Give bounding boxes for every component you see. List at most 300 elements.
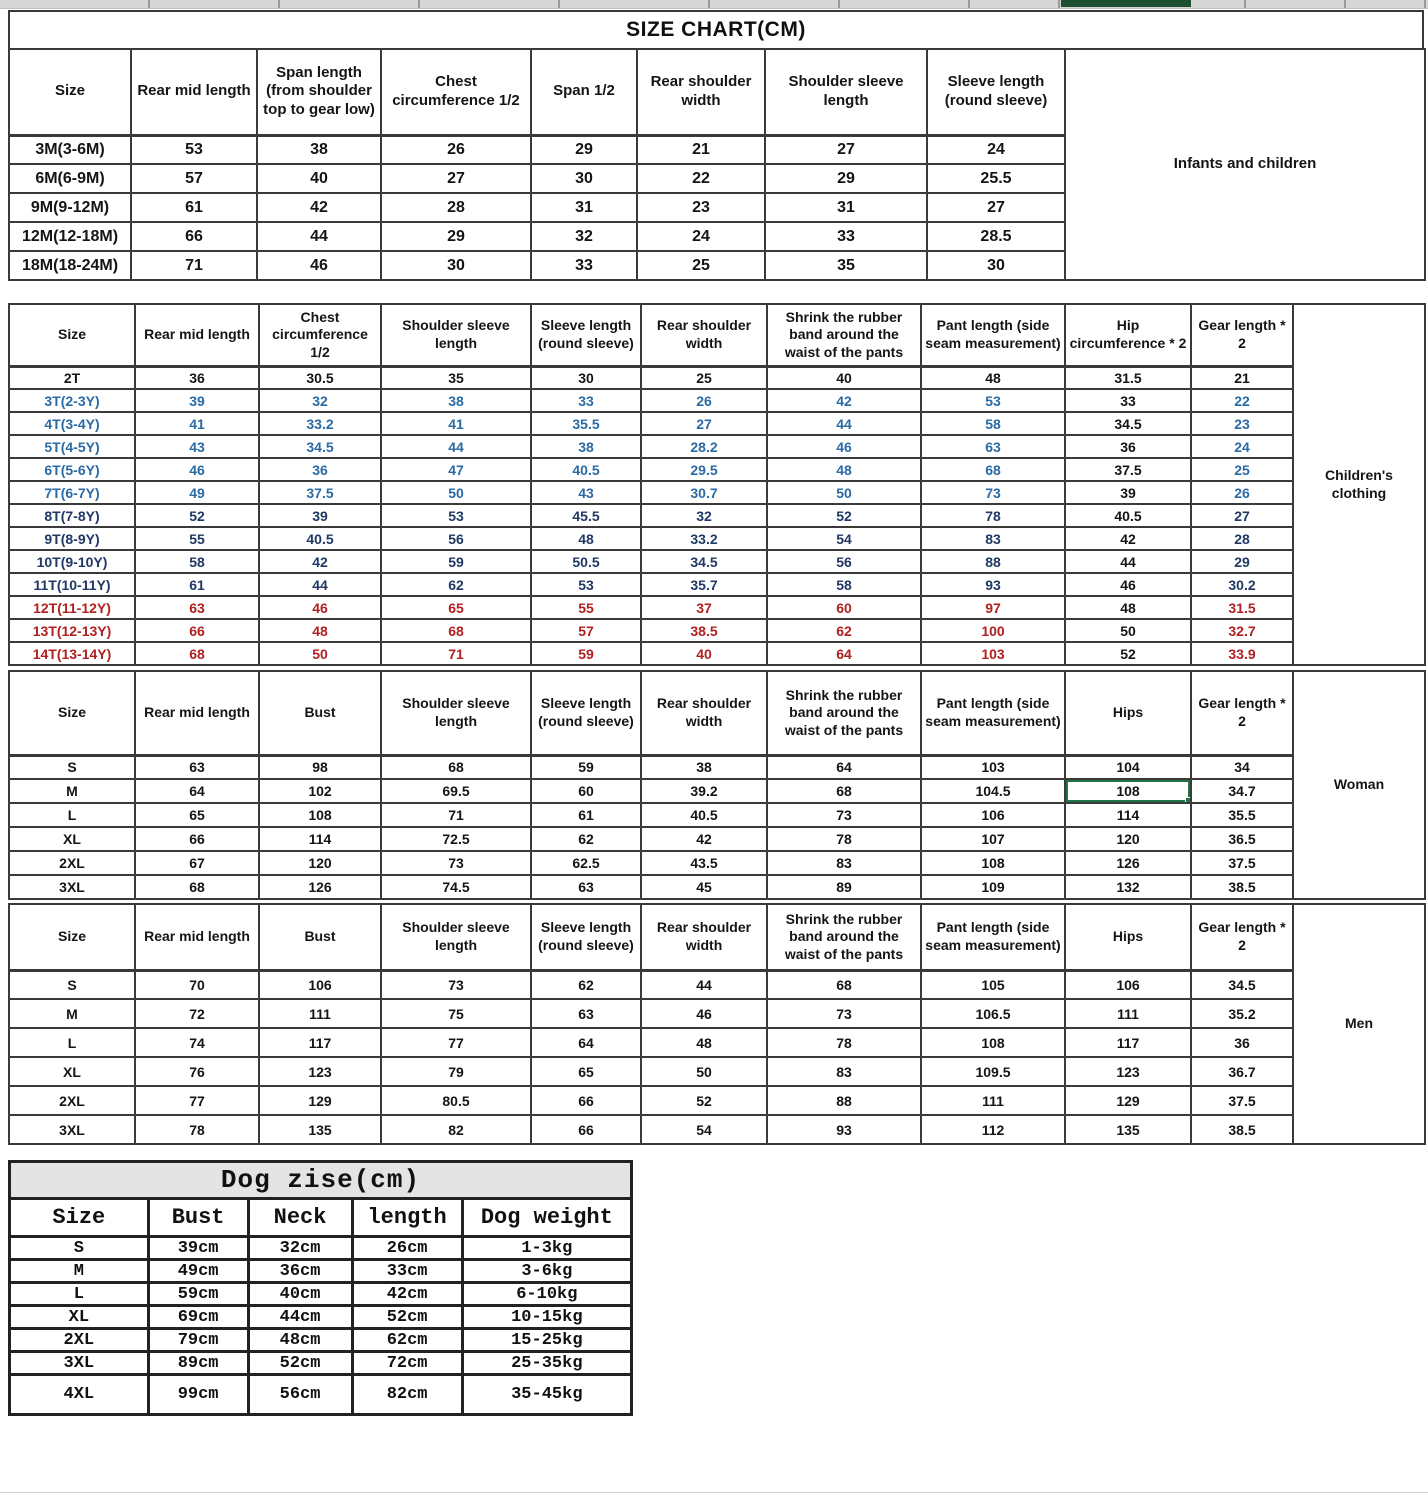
table-cell: 123: [259, 1057, 381, 1086]
table-cell: 23: [1191, 412, 1293, 435]
table-cell: 89: [767, 875, 921, 899]
table-cell: 98: [259, 755, 381, 779]
table-cell: 27: [1191, 504, 1293, 527]
column-header: Hip circumference * 2: [1065, 304, 1191, 366]
table-cell: M: [9, 999, 135, 1028]
table-cell: 33.9: [1191, 642, 1293, 665]
table-cell: 38: [531, 435, 641, 458]
dog-table-title: Dog zise(cm): [10, 1162, 632, 1199]
table-row: [10, 1329, 632, 1352]
table-cell: 39cm: [148, 1237, 248, 1260]
table-cell: 103: [921, 755, 1065, 779]
table-cell: 5T(4-5Y): [9, 435, 135, 458]
table-cell: 39: [1065, 481, 1191, 504]
table-cell: 132: [1065, 875, 1191, 899]
table-cell: 33: [1065, 389, 1191, 412]
table-cell: 53: [381, 504, 531, 527]
table-cell: 52: [135, 504, 259, 527]
table-cell: 6M(6-9M): [9, 164, 131, 193]
table-cell: 3T(2-3Y): [9, 389, 135, 412]
table-cell: 31.5: [1065, 366, 1191, 389]
table-cell: 82: [381, 1115, 531, 1144]
table-cell: 65: [135, 803, 259, 827]
table-cell: 104.5: [921, 779, 1065, 803]
column-header: Shoulder sleeve length: [765, 49, 927, 135]
table-cell: 62: [531, 970, 641, 999]
column-header: Shrink the rubber band around the waist of the pants: [767, 304, 921, 366]
table-cell: 54: [641, 1115, 767, 1144]
table-cell: 65: [531, 1057, 641, 1086]
table-row: [9, 458, 1425, 481]
table-cell: 64: [135, 779, 259, 803]
table-cell: L: [9, 1028, 135, 1057]
table-row: [10, 1260, 632, 1283]
table-cell: 71: [131, 251, 257, 280]
table-cell: 34.7: [1191, 779, 1293, 803]
table-cell: 80.5: [381, 1086, 531, 1115]
table-cell: 39.2: [641, 779, 767, 803]
table-cell: 21: [1191, 366, 1293, 389]
column-tick: [1058, 0, 1060, 8]
column-header: Gear length * 2: [1191, 904, 1293, 970]
table-cell: 63: [531, 999, 641, 1028]
table-cell: 44: [641, 970, 767, 999]
column-header: Neck: [248, 1199, 352, 1237]
selected-cell: 108: [1065, 779, 1191, 803]
table-cell: S: [9, 755, 135, 779]
table-cell: 28.2: [641, 435, 767, 458]
table-row: [9, 999, 1425, 1028]
table-cell: 35: [765, 251, 927, 280]
table-row: [10, 1306, 632, 1329]
table-cell: 109: [921, 875, 1065, 899]
table-cell: 48: [641, 1028, 767, 1057]
table-cell: 10-15kg: [462, 1306, 631, 1329]
table-cell: 50: [641, 1057, 767, 1086]
table-cell: 83: [767, 851, 921, 875]
table-cell: 7T(6-7Y): [9, 481, 135, 504]
table-cell: 44: [767, 412, 921, 435]
table-cell: 108: [259, 803, 381, 827]
table-cell: 58: [767, 573, 921, 596]
table-cell: 54: [767, 527, 921, 550]
table-cell: 4XL: [10, 1375, 149, 1415]
table-cell: 75: [381, 999, 531, 1028]
column-tick: [1244, 0, 1246, 8]
table-cell: 50: [767, 481, 921, 504]
side-label: Men: [1293, 904, 1425, 1144]
table-cell: 59: [381, 550, 531, 573]
table-cell: 69cm: [148, 1306, 248, 1329]
table-cell: 6-10kg: [462, 1283, 631, 1306]
dog-size-table: [8, 1160, 633, 1416]
table-cell: 93: [767, 1115, 921, 1144]
table-row: [9, 619, 1425, 642]
table-cell: 27: [765, 135, 927, 164]
column-tick: [968, 0, 970, 8]
table-cell: 50: [381, 481, 531, 504]
table-row: [9, 827, 1425, 851]
table-cell: 36: [1191, 1028, 1293, 1057]
table-cell: 72.5: [381, 827, 531, 851]
table-cell: 129: [259, 1086, 381, 1115]
table-cell: 83: [767, 1057, 921, 1086]
table-cell: 13T(12-13Y): [9, 619, 135, 642]
column-header: Bust: [259, 904, 381, 970]
table-cell: 46: [259, 596, 381, 619]
table-cell: 68: [381, 755, 531, 779]
table-cell: 64: [767, 755, 921, 779]
table-cell: 30.7: [641, 481, 767, 504]
table-cell: 38: [641, 755, 767, 779]
column-tick: [1424, 0, 1426, 8]
table-cell: 12M(12-18M): [9, 222, 131, 251]
table-cell: 29: [1191, 550, 1293, 573]
table-cell: 4T(3-4Y): [9, 412, 135, 435]
table-cell: 27: [927, 193, 1065, 222]
table-cell: 18M(18-24M): [9, 251, 131, 280]
table-cell: 2XL: [9, 851, 135, 875]
table-cell: 68: [767, 970, 921, 999]
column-header: Pant length (side seam measurement): [921, 671, 1065, 755]
column-header: Pant length (side seam measurement): [921, 904, 1065, 970]
table-cell: 68: [135, 642, 259, 665]
table-cell: 42cm: [352, 1283, 462, 1306]
column-header: Size: [9, 49, 131, 135]
table-cell: 55: [531, 596, 641, 619]
table-cell: 35.5: [1191, 803, 1293, 827]
table-cell: 58: [921, 412, 1065, 435]
table-cell: 41: [381, 412, 531, 435]
table-cell: 25: [637, 251, 765, 280]
table-cell: 14T(13-14Y): [9, 642, 135, 665]
column-header: Shoulder sleeve length: [381, 904, 531, 970]
table-cell: 31: [765, 193, 927, 222]
table-cell: 26cm: [352, 1237, 462, 1260]
table-cell: M: [10, 1260, 149, 1283]
header-row: [9, 904, 1425, 970]
children-table: [8, 303, 1426, 666]
table-cell: 40: [767, 366, 921, 389]
table-cell: 38.5: [1191, 875, 1293, 899]
column-header: Gear length * 2: [1191, 671, 1293, 755]
table-cell: 106: [259, 970, 381, 999]
table-cell: 40.5: [641, 803, 767, 827]
table-cell: 43: [531, 481, 641, 504]
table-cell: 114: [259, 827, 381, 851]
table-cell: 68: [135, 875, 259, 899]
table-row: [9, 550, 1425, 573]
table-cell: 68: [921, 458, 1065, 481]
table-cell: 53: [131, 135, 257, 164]
table-cell: 29: [531, 135, 637, 164]
table-row: [9, 1028, 1425, 1057]
table-cell: 33: [531, 251, 637, 280]
table-row: [9, 779, 1425, 803]
table-cell: 36.5: [1191, 827, 1293, 851]
table-cell: 120: [1065, 827, 1191, 851]
infants-table: [8, 48, 1426, 281]
column-header: Sleeve length (round sleeve): [927, 49, 1065, 135]
table-cell: 32: [641, 504, 767, 527]
table-cell: 25-35kg: [462, 1352, 631, 1375]
column-header: Shoulder sleeve length: [381, 671, 531, 755]
table-cell: 73: [921, 481, 1065, 504]
page-title: SIZE CHART(CM): [8, 10, 1424, 48]
table-cell: 123: [1065, 1057, 1191, 1086]
table-row: [9, 1057, 1425, 1086]
column-tick: [418, 0, 420, 8]
table-cell: 33cm: [352, 1260, 462, 1283]
table-cell: 126: [1065, 851, 1191, 875]
table-cell: 63: [135, 596, 259, 619]
table-cell: 38.5: [641, 619, 767, 642]
infants-size-table-host: [8, 48, 1424, 281]
table-cell: 67: [135, 851, 259, 875]
table-cell: 25.5: [927, 164, 1065, 193]
table-cell: 57: [531, 619, 641, 642]
table-row: [9, 527, 1425, 550]
table-cell: 42: [1065, 527, 1191, 550]
table-cell: 6T(5-6Y): [9, 458, 135, 481]
column-header: Size: [9, 904, 135, 970]
table-cell: 37.5: [1065, 458, 1191, 481]
table-cell: 2XL: [10, 1329, 149, 1352]
woman-table: [8, 670, 1426, 900]
table-cell: 26: [1191, 481, 1293, 504]
table-cell: 62cm: [352, 1329, 462, 1352]
table-cell: 97: [921, 596, 1065, 619]
table-cell: 46: [135, 458, 259, 481]
column-header: Shoulder sleeve length: [381, 304, 531, 366]
table-row: [10, 1352, 632, 1375]
table-cell: 3XL: [9, 1115, 135, 1144]
table-cell: 66: [135, 827, 259, 851]
table-cell: L: [10, 1283, 149, 1306]
table-cell: 9T(8-9Y): [9, 527, 135, 550]
table-cell: 78: [767, 827, 921, 851]
table-cell: 111: [1065, 999, 1191, 1028]
table-cell: 33.2: [641, 527, 767, 550]
table-row: [10, 1283, 632, 1306]
table-cell: 42: [257, 193, 381, 222]
table-cell: 107: [921, 827, 1065, 851]
table-cell: 37.5: [1191, 851, 1293, 875]
table-row: [9, 366, 1425, 389]
table-cell: 30.5: [259, 366, 381, 389]
table-cell: 36: [135, 366, 259, 389]
table-cell: 2XL: [9, 1086, 135, 1115]
table-cell: 79cm: [148, 1329, 248, 1352]
table-cell: 50.5: [531, 550, 641, 573]
table-cell: 73: [381, 970, 531, 999]
column-header: Hips: [1065, 671, 1191, 755]
children-size-table-host: [8, 303, 1424, 666]
table-cell: 27: [641, 412, 767, 435]
table-cell: 25: [1191, 458, 1293, 481]
table-cell: 24: [1191, 435, 1293, 458]
table-cell: 56: [767, 550, 921, 573]
table-cell: 48cm: [248, 1329, 352, 1352]
column-header: Size: [9, 304, 135, 366]
table-row: [9, 481, 1425, 504]
table-cell: 29.5: [641, 458, 767, 481]
table-cell: 60: [767, 596, 921, 619]
column-header: Shrink the rubber band around the waist of the pants: [767, 671, 921, 755]
table-cell: 105: [921, 970, 1065, 999]
column-header: Sleeve length (round sleeve): [531, 304, 641, 366]
table-cell: 77: [381, 1028, 531, 1057]
table-cell: 8T(7-8Y): [9, 504, 135, 527]
table-cell: 63: [531, 875, 641, 899]
header-row: [9, 671, 1425, 755]
table-cell: 88: [767, 1086, 921, 1115]
column-header: Size: [9, 671, 135, 755]
column-header: Bust: [148, 1199, 248, 1237]
table-cell: 38: [257, 135, 381, 164]
column-header: Sleeve length (round sleeve): [531, 904, 641, 970]
table-cell: 40cm: [248, 1283, 352, 1306]
table-cell: 64: [531, 1028, 641, 1057]
table-cell: 31.5: [1191, 596, 1293, 619]
table-cell: 135: [259, 1115, 381, 1144]
table-cell: 66: [131, 222, 257, 251]
table-cell: 21: [637, 135, 765, 164]
sheet-gridline: [0, 1492, 1428, 1493]
table-cell: 30.2: [1191, 573, 1293, 596]
table-cell: XL: [9, 1057, 135, 1086]
table-cell: 23: [637, 193, 765, 222]
table-cell: 74: [135, 1028, 259, 1057]
table-cell: 36.7: [1191, 1057, 1293, 1086]
table-cell: 35: [381, 366, 531, 389]
table-cell: 68: [767, 779, 921, 803]
column-header: Dog weight: [462, 1199, 631, 1237]
table-cell: 40.5: [259, 527, 381, 550]
table-cell: 69.5: [381, 779, 531, 803]
table-cell: 35.2: [1191, 999, 1293, 1028]
table-cell: 12T(11-12Y): [9, 596, 135, 619]
column-header: Sleeve length (round sleeve): [531, 671, 641, 755]
table-cell: 37: [641, 596, 767, 619]
table-cell: 32.7: [1191, 619, 1293, 642]
table-cell: 48: [921, 366, 1065, 389]
table-cell: 15-25kg: [462, 1329, 631, 1352]
table-cell: 32: [531, 222, 637, 251]
table-cell: 48: [1065, 596, 1191, 619]
table-cell: 42: [767, 389, 921, 412]
table-cell: 3M(3-6M): [9, 135, 131, 164]
table-cell: 114: [1065, 803, 1191, 827]
table-cell: 66: [135, 619, 259, 642]
column-header: Rear shoulder width: [641, 304, 767, 366]
table-cell: 71: [381, 803, 531, 827]
table-cell: XL: [10, 1306, 149, 1329]
table-cell: 44: [257, 222, 381, 251]
table-cell: 103: [921, 642, 1065, 665]
table-cell: 52cm: [248, 1352, 352, 1375]
table-cell: 129: [1065, 1086, 1191, 1115]
table-cell: 38.5: [1191, 1115, 1293, 1144]
column-header: Chest circumference 1/2: [259, 304, 381, 366]
column-header: Rear shoulder width: [637, 49, 765, 135]
table-cell: 62: [531, 827, 641, 851]
table-cell: 44: [259, 573, 381, 596]
table-cell: 77: [135, 1086, 259, 1115]
men-size-table-host: [8, 903, 1424, 1145]
table-cell: 61: [531, 803, 641, 827]
column-header: Rear mid length: [135, 304, 259, 366]
table-cell: 117: [1065, 1028, 1191, 1057]
table-row: [9, 851, 1425, 875]
header-row: [9, 304, 1425, 366]
table-cell: 32cm: [248, 1237, 352, 1260]
header-row: [9, 49, 1425, 135]
table-cell: 36: [1065, 435, 1191, 458]
column-header: Chest circumference 1/2: [381, 49, 531, 135]
table-cell: 28: [381, 193, 531, 222]
table-cell: 24: [927, 135, 1065, 164]
table-cell: 29: [765, 164, 927, 193]
table-cell: 83: [921, 527, 1065, 550]
table-cell: 45: [641, 875, 767, 899]
table-cell: 78: [767, 1028, 921, 1057]
table-cell: 42: [641, 827, 767, 851]
table-cell: 64: [767, 642, 921, 665]
table-cell: 135: [1065, 1115, 1191, 1144]
table-cell: 106.5: [921, 999, 1065, 1028]
table-cell: 43: [135, 435, 259, 458]
table-cell: 44: [1065, 550, 1191, 573]
table-cell: 66: [531, 1115, 641, 1144]
table-cell: 59cm: [148, 1283, 248, 1306]
table-cell: 48: [767, 458, 921, 481]
table-cell: 55: [135, 527, 259, 550]
table-cell: 106: [921, 803, 1065, 827]
table-cell: 89cm: [148, 1352, 248, 1375]
chart-content: [8, 10, 1424, 1416]
column-header: Pant length (side seam measurement): [921, 304, 1065, 366]
table-row: [9, 1115, 1425, 1144]
table-row: [9, 596, 1425, 619]
column-header: length: [352, 1199, 462, 1237]
table-cell: 73: [767, 803, 921, 827]
table-cell: 109.5: [921, 1057, 1065, 1086]
table-cell: 26: [641, 389, 767, 412]
table-cell: 102: [259, 779, 381, 803]
table-cell: 40.5: [531, 458, 641, 481]
woman-size-table-host: [8, 670, 1424, 900]
table-cell: 3XL: [9, 875, 135, 899]
table-cell: 63: [921, 435, 1065, 458]
table-cell: 49cm: [148, 1260, 248, 1283]
table-cell: 70: [135, 970, 259, 999]
table-cell: 3-6kg: [462, 1260, 631, 1283]
table-cell: S: [10, 1237, 149, 1260]
table-row: [9, 412, 1425, 435]
table-cell: 9M(9-12M): [9, 193, 131, 222]
table-cell: 30: [381, 251, 531, 280]
table-row: [9, 1086, 1425, 1115]
table-cell: 50: [259, 642, 381, 665]
table-cell: 88: [921, 550, 1065, 573]
table-cell: 82cm: [352, 1375, 462, 1415]
side-label: Woman: [1293, 671, 1425, 899]
table-cell: 43.5: [641, 851, 767, 875]
table-cell: 65: [381, 596, 531, 619]
column-header: Span 1/2: [531, 49, 637, 135]
table-cell: 22: [637, 164, 765, 193]
